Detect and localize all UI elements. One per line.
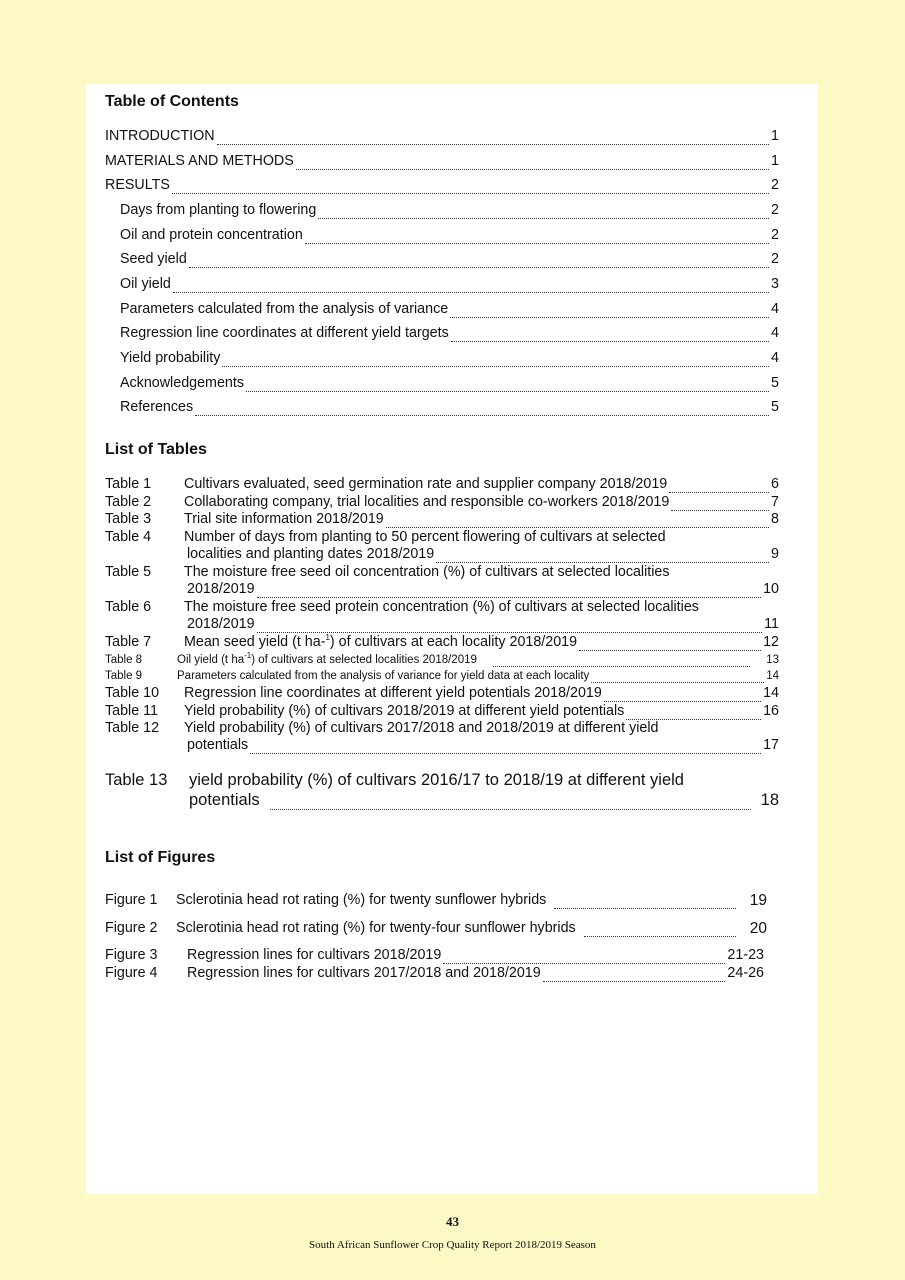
leader-dots — [443, 951, 725, 964]
toc-entry-title: Regression line coordinates at different yield targets — [120, 325, 449, 341]
table-entry-page: 7 — [771, 494, 779, 510]
table-entry-label: Table 4 — [105, 529, 152, 545]
leader-dots — [257, 585, 762, 598]
toc-entry[interactable] — [105, 177, 779, 194]
title-part: ) of cultivars at selected localities 2018/2019 — [251, 654, 477, 666]
table-entry-page: 13 — [766, 654, 779, 666]
table-entry-page: 16 — [763, 703, 779, 719]
table-entry[interactable] — [105, 494, 779, 511]
table-entry-title — [177, 653, 477, 667]
figure-entry-page: 24-26 — [727, 965, 764, 981]
toc-entry-title: Parameters calculated from the analysis of variance — [120, 301, 449, 317]
figure-entry-label: Figure 3 — [105, 947, 158, 963]
toc-entry-title: Acknowledgements — [120, 375, 244, 391]
toc-entry[interactable] — [120, 399, 779, 416]
table-entry[interactable] — [105, 476, 779, 493]
leader-dots — [257, 620, 763, 633]
leader-dots — [436, 550, 769, 563]
table-entry-title: yield probability (%) of cultivars 2016/17 to 2018/19 at different yield — [189, 771, 684, 789]
table-entry-label: Table 7 — [105, 634, 152, 650]
leader-dots — [450, 305, 769, 318]
table-entry-page: 18 — [760, 791, 779, 809]
table-entry-title: Yield probability (%) of cultivars 2018/2019 at different yield potentials — [184, 703, 625, 719]
leader-dots — [579, 638, 761, 651]
toc-entry-page: 2 — [771, 202, 779, 218]
table-entry-title: Parameters calculated from the analysis of variance for yield data at each locality — [177, 670, 590, 682]
table-entry-page: 8 — [771, 511, 779, 527]
table-entry-title: The moisture free seed protein concentration (%) of cultivars at selected localities — [184, 599, 699, 615]
table-entry-title: The moisture free seed oil concentration (%) of cultivars at selected localities — [184, 564, 670, 580]
toc-entry[interactable] — [120, 325, 779, 342]
leader-dots — [584, 924, 736, 937]
table-entry-page: 6 — [771, 476, 779, 492]
table-entry[interactable] — [105, 653, 779, 667]
table-entry-title: Collaborating company, trial localities and responsible co-workers 2018/2019 — [184, 494, 670, 510]
leader-dots — [217, 132, 769, 145]
toc-entry[interactable] — [105, 153, 779, 170]
table-entry-title-cont: 2018/2019 — [187, 616, 255, 632]
report-title-footer: South African Sunflower Crop Quality Report 2018/2019 Season — [309, 1239, 596, 1251]
table-entry-title: Number of days from planting to 50 percent flowering of cultivars at selected — [184, 529, 666, 545]
leader-dots — [626, 707, 761, 720]
toc-entry-page: 1 — [771, 128, 779, 144]
table-entry-label: Table 5 — [105, 564, 152, 580]
toc-entry[interactable] — [120, 375, 779, 392]
toc-entry-page: 2 — [771, 227, 779, 243]
leader-dots — [669, 480, 769, 493]
leader-dots — [591, 670, 764, 683]
title-part: ) of cultivars at each locality 2018/2019 — [329, 634, 578, 650]
leader-dots — [189, 255, 769, 268]
figure-entry-page: 21-23 — [727, 947, 764, 963]
toc-entry-title: Oil and protein concentration — [120, 227, 303, 243]
figure-entry[interactable] — [105, 947, 764, 964]
leader-dots — [554, 896, 735, 909]
table-entry[interactable] — [105, 669, 779, 683]
page-number: 43 — [446, 1214, 459, 1229]
table-entry[interactable] — [105, 703, 779, 720]
figure-entry-title: Regression lines for cultivars 2018/2019 — [187, 947, 442, 963]
leader-dots — [246, 379, 769, 392]
figures-heading: List of Figures — [105, 849, 216, 866]
table-entry-title-cont: potentials — [187, 737, 249, 753]
table-entry-page: 14 — [763, 685, 779, 701]
figure-entry[interactable] — [105, 892, 767, 909]
title-part: Oil yield (t ha — [177, 654, 245, 666]
toc-heading: Table of Contents — [105, 93, 239, 110]
toc-entry-page: 2 — [771, 251, 779, 267]
table-entry-title-cont: 2018/2019 — [187, 581, 255, 597]
leader-dots — [493, 654, 750, 667]
page-sheet — [86, 84, 818, 1194]
table-entry-label: Table 13 — [105, 771, 168, 789]
table-entry[interactable] — [105, 685, 779, 702]
toc-entry-page: 5 — [771, 399, 779, 415]
figure-entry-label: Figure 1 — [105, 892, 158, 908]
figure-entry-title: Sclerotinia head rot rating (%) for twenty sunflower hybrids — [176, 892, 547, 908]
table-entry-page: 14 — [766, 670, 779, 682]
leader-dots — [318, 206, 769, 219]
toc-entry-title: Oil yield — [120, 276, 171, 292]
figure-entry-title: Sclerotinia head rot rating (%) for twenty-four sunflower hybrids — [176, 920, 576, 936]
table-entry-label: Table 8 — [105, 654, 143, 666]
toc-entry[interactable] — [105, 128, 779, 145]
toc-entry-page: 1 — [771, 153, 779, 169]
leader-dots — [195, 403, 769, 416]
toc-entry-page: 3 — [771, 276, 779, 292]
toc-entry[interactable] — [120, 251, 779, 268]
toc-entry[interactable] — [120, 276, 779, 293]
toc-entry-page: 2 — [771, 177, 779, 193]
table-entry-title-cont: localities and planting dates 2018/2019 — [187, 546, 435, 562]
table-entry-page: 10 — [763, 581, 779, 597]
table-entry[interactable] — [105, 634, 779, 651]
toc-entry-page: 4 — [771, 325, 779, 341]
toc-entry-title: Seed yield — [120, 251, 187, 267]
toc-entry-title: References — [120, 399, 194, 415]
figure-entry-label: Figure 2 — [105, 920, 158, 936]
toc-entry[interactable] — [120, 350, 779, 367]
toc-entry-title: Yield probability — [120, 350, 221, 366]
table-entry-label: Table 2 — [105, 494, 152, 510]
table-entry-page: 12 — [763, 634, 779, 650]
table-entry-title: Cultivars evaluated, seed germination rate and supplier company 2018/2019 — [184, 476, 668, 492]
table-entry-page: 11 — [764, 616, 779, 632]
table-entry-page: 17 — [763, 737, 779, 753]
table-entry-label: Table 3 — [105, 511, 152, 527]
table-entry-label: Table 10 — [105, 685, 160, 701]
toc-entry[interactable] — [120, 227, 779, 244]
table-entry-title-cont: potentials — [189, 791, 260, 809]
table-entry-title: Yield probability (%) of cultivars 2017/2018 and 2018/2019 at different yield — [184, 720, 659, 736]
leader-dots — [173, 280, 769, 293]
leader-dots — [305, 231, 769, 244]
table-entry[interactable] — [105, 511, 779, 528]
table-entry-label: Table 1 — [105, 476, 152, 492]
toc-entry-title: INTRODUCTION — [105, 128, 215, 144]
leader-dots — [296, 157, 769, 170]
leader-dots — [604, 689, 761, 702]
leader-dots — [543, 969, 726, 982]
figure-entry-title: Regression lines for cultivars 2017/2018 and 2018/2019 — [187, 965, 541, 981]
table-entry-label: Table 6 — [105, 599, 152, 615]
toc-entry-page: 4 — [771, 350, 779, 366]
tables-heading: List of Tables — [105, 441, 207, 458]
leader-dots — [270, 797, 751, 810]
toc-entry-title: Days from planting to flowering — [120, 202, 317, 218]
title-part: Mean seed yield (t ha- — [184, 634, 326, 650]
table-entry-label: Table 12 — [105, 720, 160, 736]
leader-dots — [250, 741, 761, 754]
figure-entry-page: 19 — [749, 892, 767, 909]
leader-dots — [451, 329, 769, 342]
table-entry-title: Regression line coordinates at different yield potentials 2018/2019 — [184, 685, 602, 701]
title-superscript: 1 — [325, 633, 330, 643]
figure-entry-label: Figure 4 — [105, 965, 158, 981]
figure-entry[interactable] — [105, 965, 764, 982]
leader-dots — [386, 515, 769, 528]
toc-entry-page: 4 — [771, 301, 779, 317]
table-entry-label: Table 11 — [105, 703, 158, 719]
table-entry-label: Table 9 — [105, 670, 143, 682]
figure-entry[interactable] — [105, 920, 767, 937]
toc-entry[interactable] — [120, 301, 779, 318]
table-entry-title — [184, 634, 577, 651]
title-superscript: -1 — [244, 651, 252, 661]
table-entry-title: Trial site information 2018/2019 — [184, 511, 384, 527]
toc-entry-page: 5 — [771, 375, 779, 391]
figure-entry-page: 20 — [749, 920, 767, 937]
leader-dots — [222, 354, 769, 367]
table-entry-page: 9 — [771, 546, 779, 562]
leader-dots — [172, 181, 769, 194]
toc-entry-title: RESULTS — [105, 177, 170, 193]
toc-entry-title: MATERIALS AND METHODS — [105, 153, 294, 169]
toc-entry[interactable] — [120, 202, 779, 219]
leader-dots — [671, 498, 769, 511]
